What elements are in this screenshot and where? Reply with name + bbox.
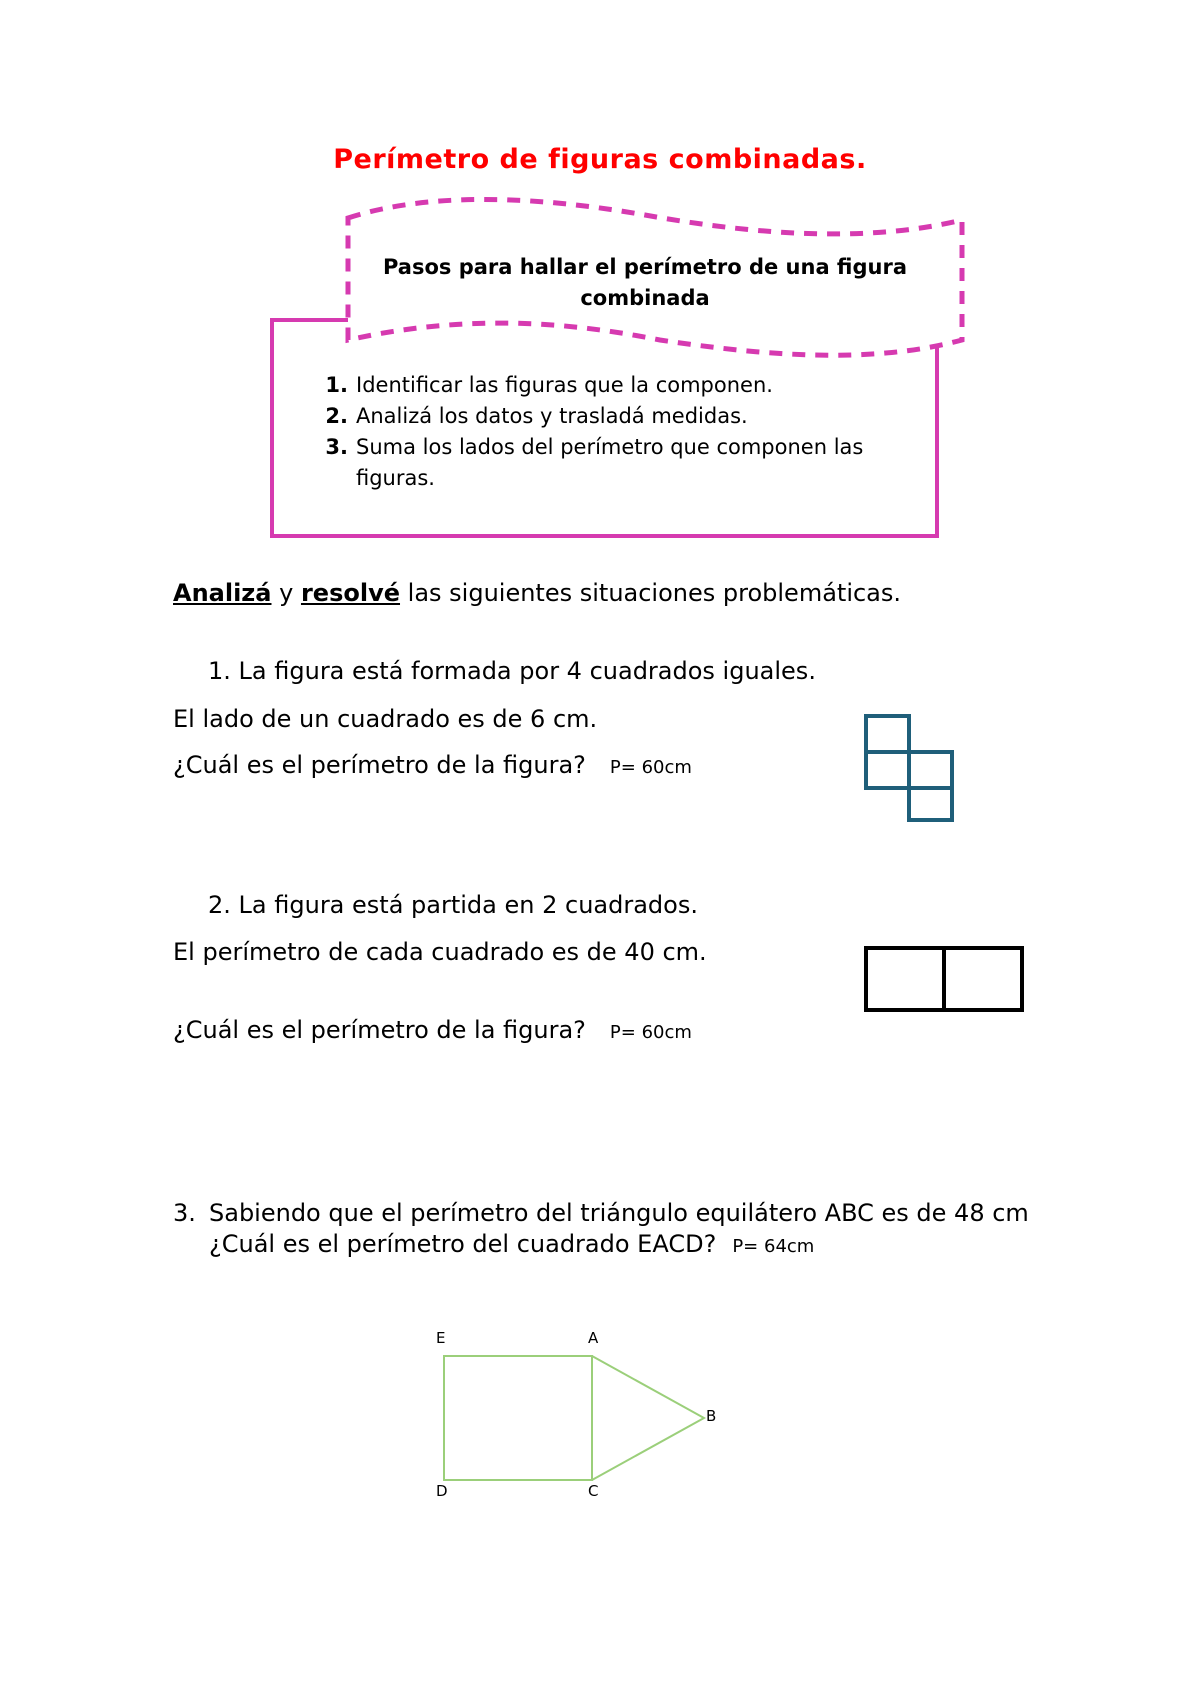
left-square	[866, 948, 944, 1010]
verb-resolve: resolvé	[300, 579, 401, 607]
verb-analiza: Analizá	[173, 579, 272, 607]
statement-text: Sabiendo que el perímetro del triángulo equilátero ABC es de 48 cm ¿Cuál es el perímetro del cuadrado EACD?	[209, 1199, 1029, 1258]
square	[866, 752, 909, 788]
statement-text: La figura está formada por 4 cuadrados iguales.	[238, 657, 816, 685]
problem-number: 2.	[208, 891, 231, 919]
label-e: E	[436, 1329, 446, 1347]
problem-2-data: El perímetro de cada cuadrado es de 40 cm.	[173, 938, 707, 966]
answer-text: P= 60cm	[609, 1022, 692, 1043]
step-item	[318, 370, 938, 401]
right-square	[944, 948, 1022, 1010]
label-d: D	[436, 1482, 448, 1500]
problem-3-body	[209, 1198, 1039, 1262]
instructions	[173, 578, 933, 609]
label-b: B	[706, 1407, 717, 1425]
label-a: A	[588, 1329, 599, 1347]
problem-2-question	[173, 1015, 692, 1048]
square-triangle-figure	[420, 1320, 740, 1500]
answer-text: P= 64cm	[732, 1236, 815, 1257]
statement-text: La figura está partida en 2 cuadrados.	[238, 891, 698, 919]
problem-3-statement	[173, 1198, 1053, 1262]
step-text: Suma los lados del perímetro que componen las figuras.	[356, 435, 864, 490]
step-item	[318, 432, 938, 494]
problem-1-data: El lado de un cuadrado es de 6 cm.	[173, 705, 598, 733]
square-eacd	[444, 1356, 592, 1480]
page-title: Perímetro de figuras combinadas.	[333, 144, 867, 175]
step-number: 1.	[325, 373, 348, 397]
steps-list	[318, 370, 938, 494]
triangle-abc	[592, 1356, 704, 1480]
step-number: 3.	[325, 435, 348, 459]
problem-number: 3.	[173, 1199, 196, 1227]
step-item	[318, 401, 938, 432]
problem-2-statement	[208, 890, 698, 921]
problem-1-question	[173, 750, 692, 783]
question-text: ¿Cuál es el perímetro de la figura?	[173, 1016, 586, 1044]
step-text: Identificar las figuras que la componen.	[356, 373, 773, 397]
problem-1-statement	[208, 656, 816, 687]
steps-box-heading: Pasos para hallar el perímetro de una figura combinada	[382, 255, 907, 310]
two-squares-figure	[862, 944, 1026, 1014]
instructions-rest: las siguientes situaciones problemáticas.	[407, 579, 902, 607]
step-text: Analizá los datos y trasladá medidas.	[356, 404, 748, 428]
connector-text: y	[279, 579, 294, 607]
answer-text: P= 60cm	[609, 757, 692, 778]
label-c: C	[588, 1482, 599, 1500]
four-squares-figure	[862, 712, 962, 824]
square	[909, 788, 952, 820]
problem-number: 1.	[208, 657, 231, 685]
square	[866, 716, 909, 752]
step-number: 2.	[325, 404, 348, 428]
square	[909, 752, 952, 788]
question-text: ¿Cuál es el perímetro de la figura?	[173, 751, 586, 779]
